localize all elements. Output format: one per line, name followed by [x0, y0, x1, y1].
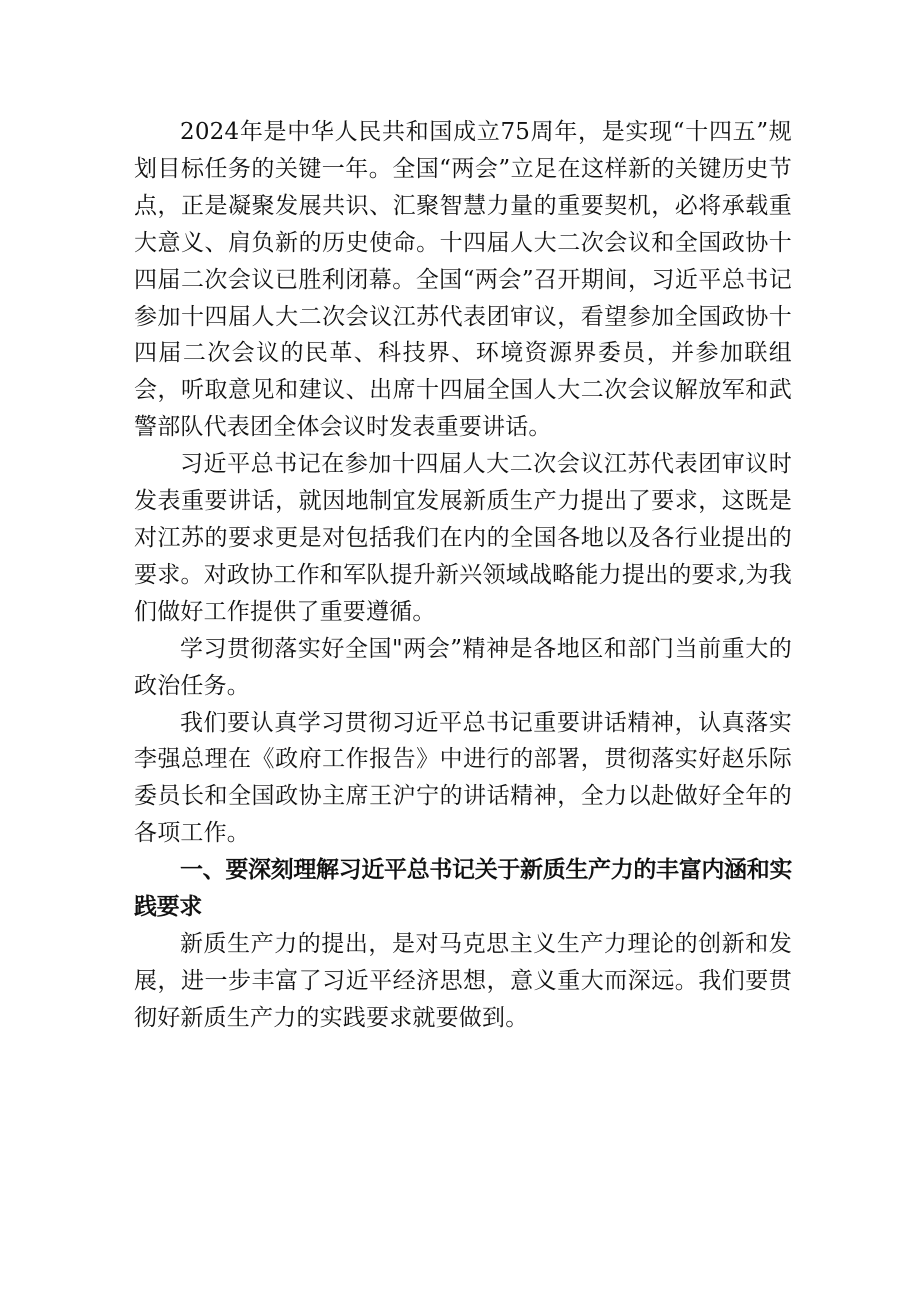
- paragraph-political-task: 学习贯彻落实好全国"两会”精神是各地区和部门当前重大的政治任务。: [134, 635, 792, 699]
- paragraph-new-productivity: 新质生产力的提出，是对马克思主义生产力理论的创新和发展，进一步丰富了习近平经济思想，意义重大而深远。我们要贯彻好新质生产力的实践要求就要做到。: [134, 930, 792, 1031]
- paragraph-jiangsu-speech: 习近平总书记在参加十四届人大二次会议江苏代表团审议时发表重要讲话，就因地制宜发展新质生产力提出了要求，这既是对江苏的要求更是对包括我们在内的全国各地以及各行业提出的要求。对政协工作和军队提升新兴领域战略能力提出的要求,为我们做好工作提供了重要遵循。: [134, 451, 792, 625]
- paragraph-intro: 2024年是中华人民共和国成立75周年，是实现“十四五”规划目标任务的关键一年。全国“两会”立足在这样新的关键历史节点，正是凝聚发展共识、汇聚智慧力量的重要契机，必将承载重大意义、肩负新的历史使命。十四届人大二次会议和全国政协十四届二次会议已胜利闭幕。全国“两会”召开期间，习近平总书记参加十四届人大二次会议江苏代表团审议，看望参加全国政协十四届二次会议的民革、科技界、环境资源界委员，并参加联组会，听取意见和建议、出席十四届全国人大二次会议解放军和武警部队代表团全体会议时发表重要讲话。: [134, 119, 792, 441]
- section-heading: 一、要深刻理解习近平总书记关于新质生产力的丰富内涵和实践要求: [134, 857, 792, 921]
- document-body: [134, 114, 792, 1037]
- paragraph-work-plan: 我们要认真学习贯彻习近平总书记重要讲话精神，认真落实李强总理在《政府工作报告》中进行的部署，贯彻落实好赵乐际委员长和全国政协主席王沪宁的讲话精神，全力以赴做好全年的各项工作。: [134, 709, 792, 847]
